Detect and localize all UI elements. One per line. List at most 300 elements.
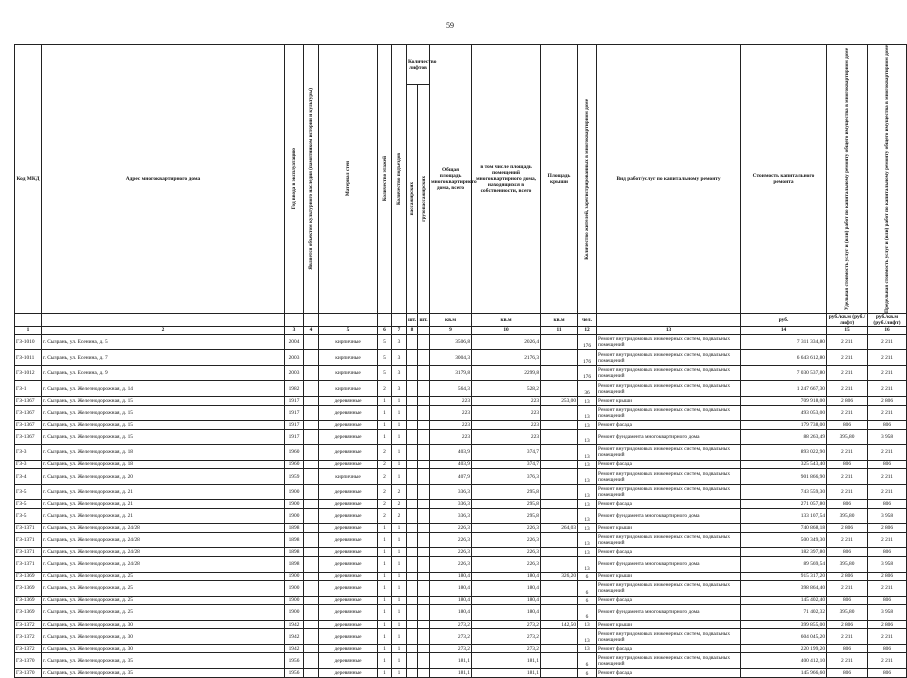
table-cell xyxy=(304,605,319,621)
table-cell xyxy=(418,524,430,533)
table-cell: Ремонт крыши xyxy=(597,620,741,629)
table-cell: 325 543,40 xyxy=(741,460,827,469)
header-floors: Количество этажей xyxy=(381,156,388,202)
table-cell: 223 xyxy=(430,405,472,421)
column-number: 16 xyxy=(868,326,907,334)
column-number xyxy=(418,326,430,334)
table-cell xyxy=(407,668,418,677)
table-cell: 374,7 xyxy=(472,460,541,469)
table-cell: 1898 xyxy=(285,557,304,573)
unit-cell: шт. xyxy=(418,313,430,326)
table-cell: 264,03 xyxy=(541,524,578,533)
table-cell: ГЗ-1369 xyxy=(15,596,42,605)
table-cell: Ремонт внутридомовых инженерных систем, подвальных помещений xyxy=(597,532,741,548)
table-cell: 806 xyxy=(868,500,907,509)
table-cell: 1 xyxy=(392,653,407,669)
table-cell: 1 xyxy=(378,605,392,621)
table-cell: 3 xyxy=(392,334,407,350)
table-cell: Ремонт внутридомовых инженерных систем, подвальных помещений xyxy=(597,381,741,397)
table-cell: 13 xyxy=(578,484,597,500)
table-row xyxy=(15,469,907,485)
table-cell: г. Сызрань, ул. Железнодорожная, д. 21 xyxy=(42,508,285,524)
table-cell: 1900 xyxy=(285,484,304,500)
table-cell: г. Сызрань, ул. Железнодорожная, д. 20 xyxy=(42,469,285,485)
table-cell: 1942 xyxy=(285,644,304,653)
table-cell: 2 xyxy=(378,484,392,500)
table-cell xyxy=(407,620,418,629)
table-cell: 1 xyxy=(392,405,407,421)
table-cell: 2026,4 xyxy=(472,334,541,350)
table-cell: 6 xyxy=(578,572,597,581)
table-cell xyxy=(418,421,430,430)
table-cell: г. Сызрань, ул. Железнодорожная, д. 21 xyxy=(42,484,285,500)
table-cell xyxy=(418,653,430,669)
table-cell: 2176,3 xyxy=(472,350,541,366)
table-row xyxy=(15,381,907,397)
table-cell: ГЗ-5 xyxy=(15,484,42,500)
units-row xyxy=(15,313,907,326)
table-cell: г. Сызрань, ул. Железнодорожная, д. 25 xyxy=(42,605,285,621)
unit-cell xyxy=(42,313,285,326)
table-cell: г. Сызрань, ул. Железнодорожная, д. 25 xyxy=(42,572,285,581)
table-cell: 2 xyxy=(392,508,407,524)
table-cell xyxy=(304,668,319,677)
table-cell xyxy=(541,445,578,461)
table-cell xyxy=(304,653,319,669)
table-cell: Ремонт фундамента многоквартирного дома xyxy=(597,605,741,621)
table-cell: 1 xyxy=(392,445,407,461)
table-cell xyxy=(304,381,319,397)
table-cell: Ремонт фундамента многоквартирного дома xyxy=(597,429,741,445)
table-cell xyxy=(541,469,578,485)
table-cell xyxy=(541,365,578,381)
table-cell: 1956 xyxy=(285,668,304,677)
table-cell xyxy=(418,469,430,485)
column-number: 12 xyxy=(578,326,597,334)
table-row xyxy=(15,548,907,557)
table-cell xyxy=(418,500,430,509)
table-cell: 181,1 xyxy=(472,653,541,669)
table-cell: 180,4 xyxy=(472,605,541,621)
unit-cell: руб. xyxy=(741,313,827,326)
table-cell: кирпичные xyxy=(319,350,378,366)
table-cell: Ремонт внутридомовых инженерных систем, подвальных помещений xyxy=(597,365,741,381)
table-cell: ГЗ-1370 xyxy=(15,653,42,669)
table-cell: Ремонт фасада xyxy=(597,548,741,557)
table-cell xyxy=(541,596,578,605)
table-cell: 5 xyxy=(378,334,392,350)
table-cell: 3 xyxy=(392,381,407,397)
table-row xyxy=(15,644,907,653)
table-cell: 273,2 xyxy=(472,629,541,645)
table-cell: 142,50 xyxy=(541,620,578,629)
table-cell: 1 xyxy=(392,629,407,645)
table-cell: 2 211 xyxy=(827,653,868,669)
table-cell xyxy=(541,508,578,524)
table-cell: 2 211 xyxy=(868,350,907,366)
table-cell xyxy=(407,365,418,381)
unit-cell xyxy=(15,313,42,326)
table-cell xyxy=(407,350,418,366)
table-cell: 226,3 xyxy=(430,524,472,533)
table-cell: 1 xyxy=(392,605,407,621)
table-cell: 1 xyxy=(378,653,392,669)
table-cell: ГЗ-1369 xyxy=(15,605,42,621)
table-cell: 88 263,49 xyxy=(741,429,827,445)
table-row xyxy=(15,605,907,621)
table-cell: деревянные xyxy=(319,653,378,669)
header-work-type: Вид работ/услуг по капитальному ремонту xyxy=(597,45,741,314)
table-cell: деревянные xyxy=(319,557,378,573)
table-cell: деревянные xyxy=(319,524,378,533)
header-cost: Стоимость капитального ремонта xyxy=(741,45,827,314)
table-cell xyxy=(407,653,418,669)
table-row xyxy=(15,620,907,629)
table-cell: ГЗ-1372 xyxy=(15,644,42,653)
table-cell xyxy=(418,460,430,469)
table-cell: 326,20 xyxy=(541,572,578,581)
table-cell xyxy=(541,500,578,509)
table-cell: 295,8 xyxy=(472,484,541,500)
table-cell xyxy=(304,524,319,533)
table-cell: 564,3 xyxy=(430,381,472,397)
table-cell: 180,4 xyxy=(430,572,472,581)
table-cell: Ремонт фасада xyxy=(597,500,741,509)
table-cell: 3 958 xyxy=(868,557,907,573)
table-cell: Ремонт внутридомовых инженерных систем, подвальных помещений xyxy=(597,350,741,366)
table-cell: 709 918,00 xyxy=(741,396,827,405)
table-cell: 6 xyxy=(578,605,597,621)
table-cell: деревянные xyxy=(319,445,378,461)
header-heritage: Является объектом культурного наследия (памятником истории и культуры) xyxy=(308,88,314,270)
table-cell: Ремонт фасада xyxy=(597,644,741,653)
table-cell: 223 xyxy=(472,405,541,421)
table-cell: 36 xyxy=(578,381,597,397)
unit-cell: руб./кв.м (руб./лифт) xyxy=(868,313,907,326)
header-unit-cost: Удельная стоимость услуг и (или) работ по капитальному ремонту общего имущества в многоквартирном доме xyxy=(844,47,851,311)
table-cell: 2299,8 xyxy=(472,365,541,381)
table-cell: 2 211 xyxy=(827,445,868,461)
table-cell: 604 045,20 xyxy=(741,629,827,645)
table-cell: 806 xyxy=(868,668,907,677)
table-cell xyxy=(304,365,319,381)
table-cell: ГЗ-1011 xyxy=(15,350,42,366)
table-row xyxy=(15,500,907,509)
table-cell: ГЗ-1367 xyxy=(15,421,42,430)
table-cell xyxy=(407,429,418,445)
table-row xyxy=(15,484,907,500)
table-cell: 1 247 667,30 xyxy=(741,381,827,397)
column-number: 5 xyxy=(319,326,378,334)
table-cell: 2 xyxy=(378,469,392,485)
table-cell: Ремонт внутридомовых инженерных систем, подвальных помещений xyxy=(597,484,741,500)
table-cell: 806 xyxy=(827,500,868,509)
table-row xyxy=(15,445,907,461)
unit-cell xyxy=(378,313,392,326)
table-cell xyxy=(304,581,319,597)
table-row xyxy=(15,429,907,445)
table-cell: 806 xyxy=(827,421,868,430)
table-row xyxy=(15,396,907,405)
table-cell: 2 211 xyxy=(868,532,907,548)
header-residents: Количество жителей, зарегистрированных в многоквартирном доме xyxy=(584,98,591,260)
table-cell: 403,9 xyxy=(430,460,472,469)
table-cell: 336,3 xyxy=(430,500,472,509)
table-row xyxy=(15,581,907,597)
table-cell: 806 xyxy=(868,460,907,469)
table-cell: 1942 xyxy=(285,629,304,645)
table-cell: Ремонт внутридомовых инженерных систем, подвальных помещений xyxy=(597,629,741,645)
table-cell: деревянные xyxy=(319,484,378,500)
table-cell: 1 xyxy=(392,596,407,605)
table-cell: деревянные xyxy=(319,596,378,605)
table-cell: 395,80 xyxy=(827,508,868,524)
table-cell: 223 xyxy=(472,421,541,430)
table-cell: Ремонт крыши xyxy=(597,572,741,581)
table-cell: 2 xyxy=(378,445,392,461)
table-cell: 1900 xyxy=(285,572,304,581)
table-cell: Ремонт фундамента многоквартирного дома xyxy=(597,508,741,524)
table-cell xyxy=(407,605,418,621)
table-cell xyxy=(407,381,418,397)
table-cell: ГЗ-1372 xyxy=(15,629,42,645)
table-cell: ГЗ-5 xyxy=(15,500,42,509)
table-cell: 226,3 xyxy=(472,548,541,557)
table-cell: 2 211 xyxy=(827,581,868,597)
table-cell: 407,9 xyxy=(430,469,472,485)
column-number: 8 xyxy=(407,326,418,334)
table-cell xyxy=(407,334,418,350)
table-cell: 180,4 xyxy=(430,605,472,621)
table-cell: 180,4 xyxy=(430,581,472,597)
table-cell xyxy=(407,557,418,573)
table-cell: г. Сызрань, ул. Железнодорожная, д. 18 xyxy=(42,445,285,461)
table-cell: деревянные xyxy=(319,572,378,581)
table-cell xyxy=(304,350,319,366)
table-row xyxy=(15,350,907,366)
table-cell: 1942 xyxy=(285,620,304,629)
unit-cell xyxy=(304,313,319,326)
table-cell: 1 xyxy=(378,644,392,653)
table-cell: 2 211 xyxy=(827,629,868,645)
header-roof-area: Площадь крыши xyxy=(541,45,578,314)
header-total-area: Общая площадь многоквартирного дома, всего xyxy=(430,45,472,314)
table-cell: 1 xyxy=(378,581,392,597)
table-cell: 1 xyxy=(378,629,392,645)
table-cell: 2 xyxy=(378,460,392,469)
column-number: 13 xyxy=(597,326,741,334)
table-cell: 133 107,54 xyxy=(741,508,827,524)
table-cell xyxy=(418,405,430,421)
table-cell: Ремонт внутридомовых инженерных систем, подвальных помещений xyxy=(597,334,741,350)
table-cell: 176 xyxy=(578,365,597,381)
table-cell: 1 xyxy=(392,581,407,597)
table-cell: 1 xyxy=(378,620,392,629)
table-cell xyxy=(418,365,430,381)
table-row xyxy=(15,421,907,430)
table-cell: ГЗ-1371 xyxy=(15,557,42,573)
table-cell: 1 xyxy=(378,421,392,430)
table-cell: 223 xyxy=(430,421,472,430)
table-cell: ГЗ-1370 xyxy=(15,668,42,677)
table-cell: 3179,8 xyxy=(430,365,472,381)
table-cell xyxy=(304,445,319,461)
table-cell: Ремонт фасада xyxy=(597,668,741,677)
table-cell xyxy=(541,334,578,350)
table-cell: г. Сызрань, ул. Железнодорожная, д. 21 xyxy=(42,500,285,509)
table-cell: 13 xyxy=(578,500,597,509)
table-cell: 901 866,90 xyxy=(741,469,827,485)
table-cell: 295,8 xyxy=(472,508,541,524)
table-cell: 1 xyxy=(392,548,407,557)
table-cell: 2 806 xyxy=(868,572,907,581)
table-cell xyxy=(418,605,430,621)
table-cell xyxy=(418,445,430,461)
table-cell: г. Сызрань, ул. Железнодорожная, д. 15 xyxy=(42,396,285,405)
table-cell: 145 966,60 xyxy=(741,668,827,677)
column-number: 4 xyxy=(304,326,319,334)
table-cell: 2 xyxy=(378,508,392,524)
table-cell: деревянные xyxy=(319,405,378,421)
table-cell: 2 806 xyxy=(868,524,907,533)
table-cell xyxy=(304,405,319,421)
table-cell: 2 xyxy=(392,484,407,500)
table-cell: 2003 xyxy=(285,350,304,366)
table-cell: 2 211 xyxy=(868,381,907,397)
table-cell xyxy=(418,334,430,350)
table-cell: 1 xyxy=(392,572,407,581)
table-cell: 3 xyxy=(392,350,407,366)
table-cell: 806 xyxy=(868,644,907,653)
unit-cell: шт. xyxy=(407,313,418,326)
table-cell: 806 xyxy=(827,596,868,605)
table-cell xyxy=(407,548,418,557)
table-cell: 1 xyxy=(392,469,407,485)
unit-cell: чел. xyxy=(578,313,597,326)
column-number: 6 xyxy=(378,326,392,334)
table-cell xyxy=(304,572,319,581)
table-cell: 226,3 xyxy=(430,557,472,573)
unit-cell: руб./кв.м (руб./лифт) xyxy=(827,313,868,326)
table-cell: г. Сызрань, ул. Железнодорожная, д. 25 xyxy=(42,596,285,605)
table-cell xyxy=(407,572,418,581)
table-cell: Ремонт внутридомовых инженерных систем, подвальных помещений xyxy=(597,581,741,597)
table-row xyxy=(15,508,907,524)
table-row xyxy=(15,524,907,533)
table-cell: 180,4 xyxy=(472,581,541,597)
table-cell: 1 xyxy=(378,596,392,605)
table-cell: деревянные xyxy=(319,500,378,509)
table-cell: 271 057,80 xyxy=(741,500,827,509)
table-cell: 395,80 xyxy=(827,429,868,445)
table-cell: 181,1 xyxy=(472,668,541,677)
table-cell: 223 xyxy=(472,429,541,445)
table-cell: 1 xyxy=(378,405,392,421)
table-cell: г. Сызрань, ул. Железнодорожная, д. 18 xyxy=(42,460,285,469)
header-owned-area: в том числе площадь помещений многоквартирного дома, находящихся в собственности, всего xyxy=(472,45,541,314)
header-mkd-code: Код МКД xyxy=(15,45,42,314)
table-cell: 179 738,00 xyxy=(741,421,827,430)
table-cell: 1 xyxy=(392,460,407,469)
table-cell: 806 xyxy=(868,421,907,430)
table-cell: 7 030 537,80 xyxy=(741,365,827,381)
capital-repair-table xyxy=(14,44,907,678)
table-cell: 1960 xyxy=(285,460,304,469)
table-cell: 71 402,32 xyxy=(741,605,827,621)
unit-cell xyxy=(597,313,741,326)
table-cell: 3004,3 xyxy=(430,350,472,366)
table-cell xyxy=(541,405,578,421)
table-cell: деревянные xyxy=(319,548,378,557)
table-cell xyxy=(541,557,578,573)
table-cell xyxy=(407,532,418,548)
table-cell: 5 xyxy=(378,365,392,381)
header-wall-material: Материал стен xyxy=(345,161,351,197)
table-cell xyxy=(418,668,430,677)
table-cell: 2 806 xyxy=(868,620,907,629)
table-cell: 226,3 xyxy=(472,557,541,573)
header-freight-elevators: грузопассажирских xyxy=(420,176,427,222)
table-cell: 1898 xyxy=(285,524,304,533)
unit-cell: кв.м xyxy=(430,313,472,326)
table-row xyxy=(15,460,907,469)
table-cell: 295,8 xyxy=(472,500,541,509)
table-cell xyxy=(541,653,578,669)
table-cell: 1 xyxy=(378,429,392,445)
table-cell: кирпичные xyxy=(319,365,378,381)
column-number: 2 xyxy=(42,326,285,334)
table-cell: 398 864,40 xyxy=(741,581,827,597)
table-cell: 1917 xyxy=(285,429,304,445)
table-cell xyxy=(304,548,319,557)
table-cell: 2003 xyxy=(285,365,304,381)
table-cell: ГЗ-1369 xyxy=(15,572,42,581)
table-cell: 395,80 xyxy=(827,605,868,621)
table-cell: 13 xyxy=(578,469,597,485)
table-cell: г. Сызрань, ул. Железнодорожная, д. 14 xyxy=(42,381,285,397)
table-cell: ГЗ-1010 xyxy=(15,334,42,350)
table-cell: 1917 xyxy=(285,396,304,405)
table-cell: 273,2 xyxy=(430,620,472,629)
table-cell: 2 211 xyxy=(868,445,907,461)
table-cell: 806 xyxy=(827,668,868,677)
table-cell: 6 xyxy=(578,581,597,597)
table-cell xyxy=(304,500,319,509)
table-cell xyxy=(407,484,418,500)
table-cell: 806 xyxy=(827,548,868,557)
table-cell xyxy=(304,469,319,485)
table-cell: 2 806 xyxy=(827,620,868,629)
table-cell: 181,1 xyxy=(430,653,472,669)
table-cell: 374,7 xyxy=(472,445,541,461)
table-cell: 1960 xyxy=(285,445,304,461)
table-cell: 1956 xyxy=(285,653,304,669)
table-cell: г. Сызрань, ул. Железнодорожная, д. 24/28 xyxy=(42,557,285,573)
table-cell: 806 xyxy=(827,460,868,469)
unit-cell xyxy=(392,313,407,326)
table-cell xyxy=(541,548,578,557)
header-max-cost: Предельная стоимость услуг и (или) работ по капитальному ремонту общего имущества в многоквартирном доме xyxy=(884,45,891,313)
table-cell: г. Сызрань, ул. Железнодорожная, д. 24/28 xyxy=(42,548,285,557)
table-cell: деревянные xyxy=(319,644,378,653)
table-row xyxy=(15,653,907,669)
table-cell: 2 xyxy=(378,381,392,397)
table-cell xyxy=(304,532,319,548)
table-cell: Ремонт фасада xyxy=(597,421,741,430)
table-cell: 1900 xyxy=(285,500,304,509)
table-cell: 1900 xyxy=(285,596,304,605)
table-cell: 1 xyxy=(378,524,392,533)
